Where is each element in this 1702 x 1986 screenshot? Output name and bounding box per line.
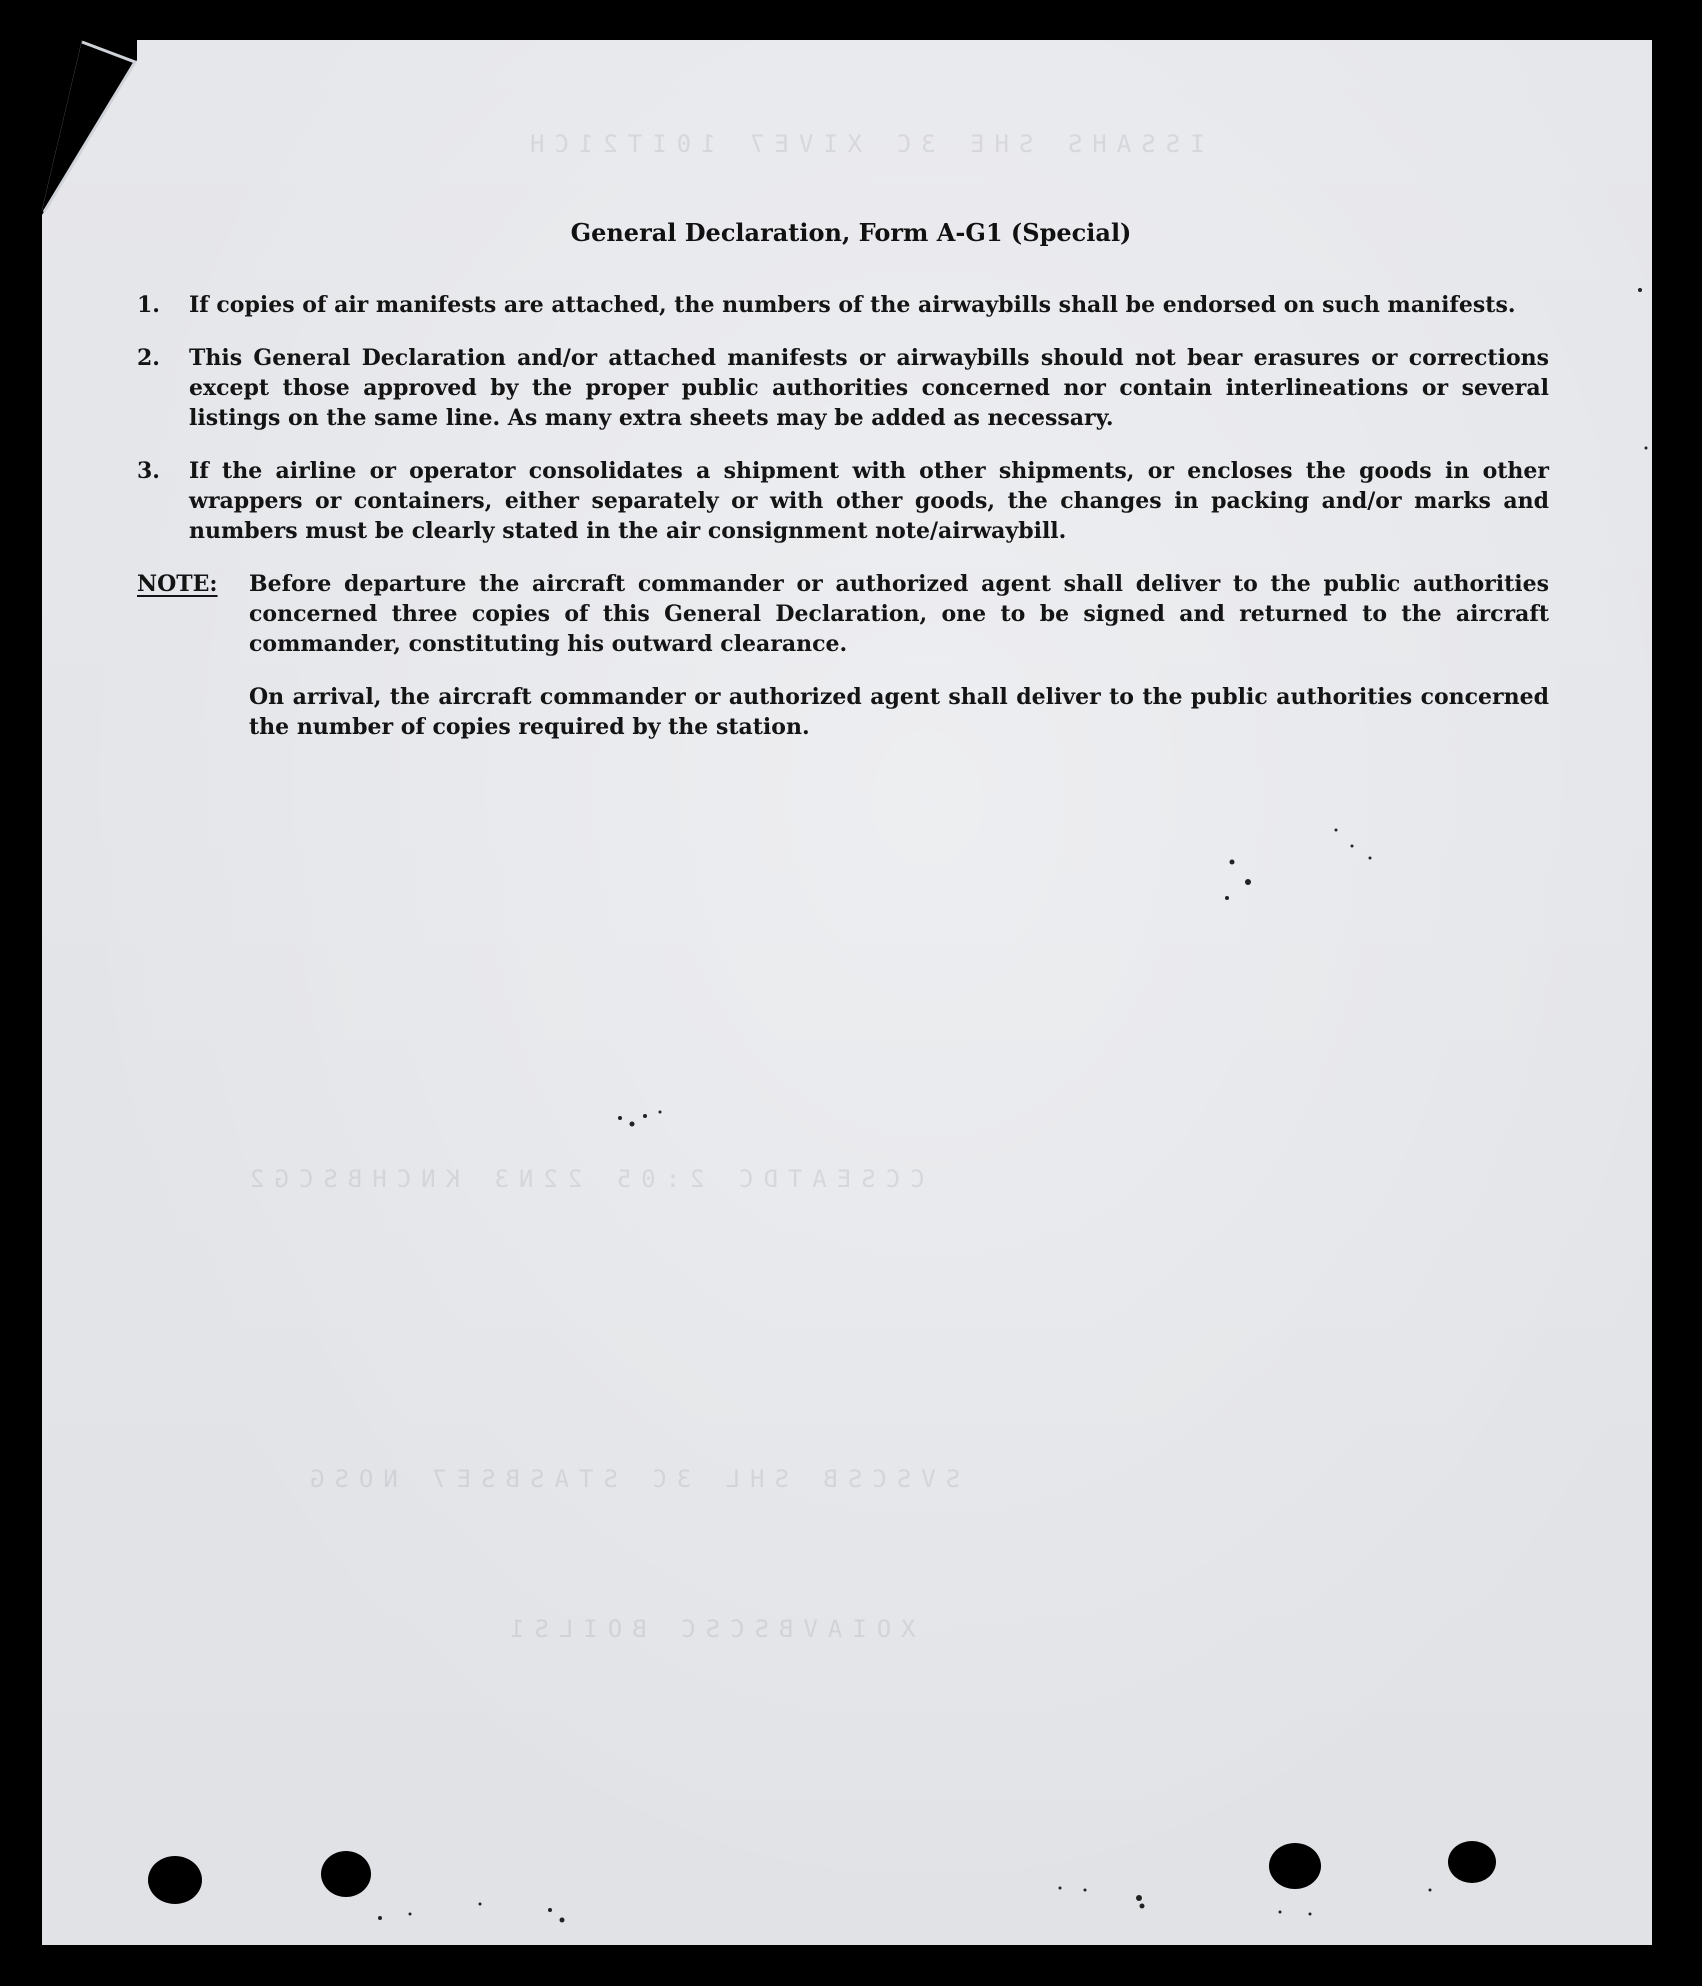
note-label: NOTE: (137, 571, 218, 597)
item-number: 1. (137, 292, 160, 318)
instruction-item-2 (137, 343, 1549, 433)
note-paragraph-2: On arrival, the aircraft commander or authorized agent shall deliver to the public authorities concerned the number of copies required by the station. (249, 684, 1549, 740)
item-number: 3. (137, 458, 160, 484)
instruction-item-1 (137, 290, 1549, 320)
instruction-item-3 (137, 456, 1549, 546)
note-paragraph-1: Before departure the aircraft commander or authorized agent shall deliver to the public authorities concerned three copies of this General Declaration, one to be signed and returned to the aircraft commander, constituting his outward clearance. (249, 571, 1549, 657)
note-block (137, 569, 1549, 742)
show-through-bleed: ISSAHS SHE 3C XIVE7 10IT21CH (520, 130, 1205, 158)
paper-sheet (42, 40, 1652, 1945)
show-through-bleed: SVSCSB SHL 3C STASBSE7 NOSG (300, 1465, 961, 1493)
item-text: If the airline or operator consolidates a shipment with other shipments, or encloses the goods in other wrappers or containers, either separately or with other goods, the changes in packing and/or marks and numbers must be clearly stated in the air consignment note/airwaybill. (189, 458, 1549, 544)
item-text: This General Declaration and/or attached manifests or airwaybills should not bear erasures or corrections except those approved by the proper public authorities concerned nor contain interlineations or several listings on the same line. As many extra sheets may be added as necessary. (189, 345, 1549, 431)
folded-corner (42, 40, 137, 215)
item-number: 2. (137, 345, 160, 371)
show-through-bleed: CCSEATDC 2:05 22N3 KNCHBSCG2 (240, 1165, 925, 1193)
item-text: If copies of air manifests are attached, the numbers of the airwaybills shall be endorsed on such manifests. (189, 292, 1516, 318)
show-through-bleed: XOIAVBSCSC BOILS1 (500, 1615, 916, 1643)
form-title: General Declaration, Form A-G1 (Special) (570, 218, 1132, 247)
